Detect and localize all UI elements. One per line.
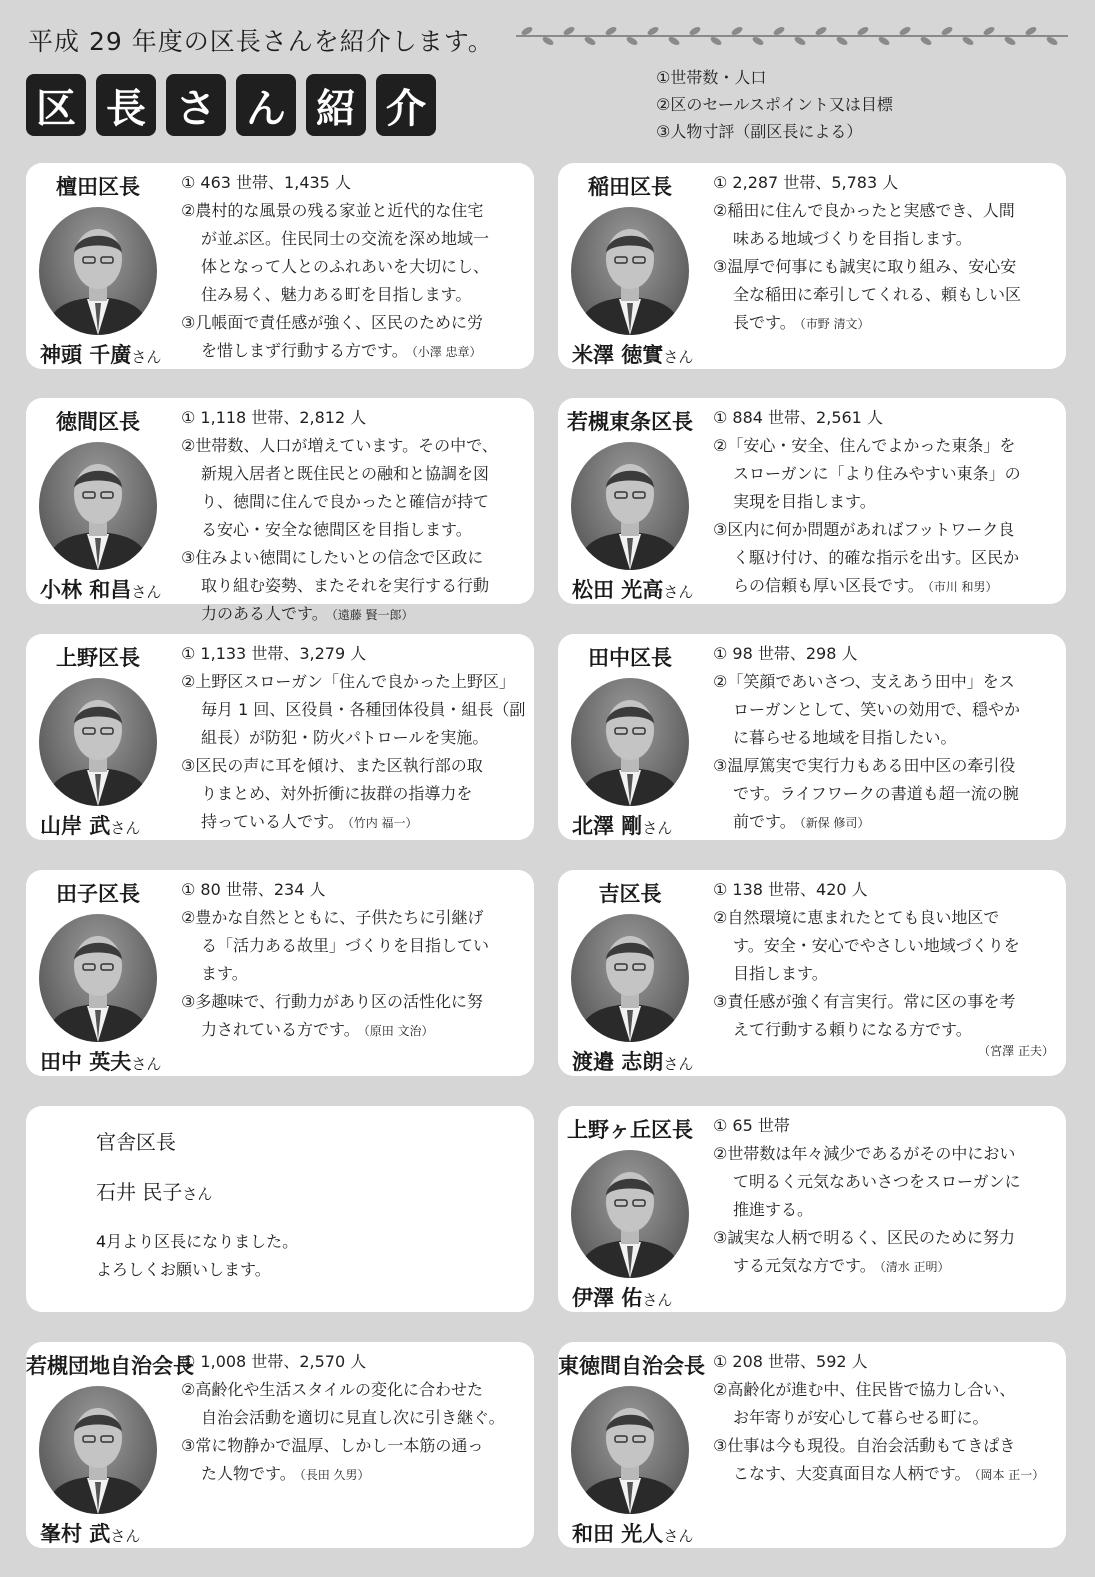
vine-leaf	[730, 25, 743, 36]
chief-name: 田中 英夫さん	[40, 1050, 162, 1074]
profile-line: ③温厚で何事にも誠実に取り組み、安心安	[713, 257, 1017, 276]
profile-text	[713, 1112, 1058, 1281]
profile-line: ① 98 世帯、298 人	[713, 644, 858, 663]
profile-line: ②高齢化や生活スタイルの変化に合わせた	[181, 1380, 484, 1399]
district-title: 檀田区長	[56, 175, 140, 199]
vine-leaf	[814, 25, 827, 36]
reviewer-name: （市野 清文）	[799, 317, 870, 331]
profile-line: 持っている人です。 （竹内 福一）	[201, 812, 418, 831]
profile-line: ① 2,287 世帯、5,783 人	[713, 173, 899, 192]
district-title: 上野ヶ丘区長	[567, 1118, 693, 1142]
district-title: 田子区長	[56, 882, 140, 906]
legend-item: ③人物寸評（副区長による）	[656, 122, 863, 141]
reviewer-name: （小澤 忠章）	[411, 345, 482, 359]
chief-photo	[39, 207, 157, 335]
profile-text	[713, 169, 1058, 338]
profile-line: お年寄りが安心して暮らせる町に。	[733, 1408, 989, 1427]
legend-item: ①世帯数・人口	[656, 68, 767, 87]
reviewer-name: （長田 久男）	[299, 1468, 370, 1482]
chief-photo	[39, 1386, 157, 1514]
chief-photo	[571, 678, 689, 806]
profile-line: ① 80 世帯、234 人	[181, 880, 326, 899]
page-title: 平成 29 年度の区長さんを紹介します。	[28, 27, 494, 56]
profile-line: 長です。 （市野 清文）	[733, 313, 870, 332]
chief-photo	[39, 914, 157, 1042]
profile-line: ③住みよい徳間にしたいとの信念で区政に	[181, 548, 484, 567]
profile-card	[558, 1106, 1066, 1312]
profile-text	[713, 404, 1058, 601]
vine-leaf	[1045, 35, 1058, 46]
reviewer-name: （清水 正明）	[879, 1260, 950, 1274]
chief-name: 和田 光人さん	[572, 1522, 694, 1546]
heading-blocks	[26, 74, 436, 136]
district-title: 上野区長	[56, 646, 140, 670]
profile-text	[181, 169, 526, 366]
profile-line: ③多趣味で、行動力があり区の活性化に努	[181, 992, 484, 1011]
legend-item: ②区のセールスポイント又は目標	[656, 95, 893, 114]
profile-card	[558, 1342, 1066, 1548]
profile-text	[181, 1348, 526, 1489]
profile-card	[558, 398, 1066, 604]
profile-line: スローガンに「より住みやすい東条」の	[733, 464, 1021, 483]
profile-card	[26, 1342, 534, 1548]
profile-line: ③仕事は今も現役。自治会活動もてきぱき	[713, 1436, 1016, 1455]
profile-card	[558, 163, 1066, 369]
profile-line: ②豊かな自然とともに、子供たちに引継げ	[181, 908, 484, 927]
reviewer-name: （岡本 正一）	[974, 1468, 1045, 1482]
chief-name: 北澤 剛さん	[572, 814, 673, 838]
profile-line: ローガンとして、笑いの効用で、穏やか	[733, 700, 1021, 719]
portrait-silhouette	[39, 1386, 157, 1514]
district-title: 若槻東条区長	[567, 410, 693, 434]
profile-line: ②農村的な風景の残る家並と近代的な住宅	[181, 201, 484, 220]
profile-line: らの信頼も厚い区長です。 （市川 和男）	[733, 576, 998, 595]
profile-line: ③責任感が強く有言実行。常に区の事を考	[713, 992, 1016, 1011]
profile-line: りまとめ、対外折衝に抜群の指導力を	[201, 784, 473, 803]
chief-photo	[571, 914, 689, 1042]
portrait-silhouette	[571, 207, 689, 335]
portrait-silhouette	[571, 1150, 689, 1278]
profile-line: ②「笑顔であいさつ、支えあう田中」をス	[713, 672, 1015, 691]
vine-leaf	[646, 25, 659, 36]
profile-line: 取り組む姿勢、またそれを実行する行動	[201, 576, 490, 595]
profile-line: えて行動する頼りになる方です。	[733, 1020, 972, 1039]
portrait-silhouette	[571, 914, 689, 1042]
profile-line: る安心・安全な徳間区を目指します。	[201, 520, 472, 539]
profile-card	[558, 634, 1066, 840]
chief-name: 小林 和昌さん	[40, 578, 162, 602]
profile-card	[558, 870, 1066, 1076]
profile-line: ②「安心・安全、住んでよかった東条」を	[713, 436, 1016, 455]
portrait-silhouette	[39, 914, 157, 1042]
profile-line: く駆け付け、的確な指示を出す。区民か	[733, 548, 1020, 567]
chief-note	[96, 1228, 298, 1284]
portrait-silhouette	[39, 207, 157, 335]
profile-line: 組長）が防犯・防火パトロールを実施。	[201, 728, 489, 747]
profile-line: ① 1,133 世帯、3,279 人	[181, 644, 367, 663]
chief-name: 渡邉 志朗さん	[572, 1050, 694, 1074]
profile-line: 自治会活動を適切に見直し次に引き継ぐ。	[201, 1408, 505, 1427]
profile-line: ③温厚篤実で実行力もある田中区の牽引役	[713, 756, 1016, 775]
heading-char: ん	[236, 74, 296, 136]
vine-leaf	[898, 25, 911, 36]
profile-text	[181, 876, 526, 1045]
profile-card	[26, 634, 534, 840]
vine-leaf	[688, 25, 701, 36]
profile-line: ① 208 世帯、592 人	[713, 1352, 868, 1371]
portrait-silhouette	[39, 442, 157, 570]
heading-char: さ	[166, 74, 226, 136]
profile-line: ① 884 世帯、2,561 人	[713, 408, 883, 427]
portrait-silhouette	[39, 678, 157, 806]
profile-line: ① 1,008 世帯、2,570 人	[181, 1352, 367, 1371]
profile-line: が並ぶ区。住民同士の交流を深め地域一	[201, 229, 490, 248]
profile-line: ③区内に何か問題があればフットワーク良	[713, 520, 1015, 539]
profile-line: 力されている方です。 （原田 文治）	[201, 1020, 434, 1039]
vine-leaf	[877, 35, 890, 46]
profile-line: に暮らせる地域を目指したい。	[733, 728, 957, 747]
profile-line: ②高齢化が進む中、住民皆で協力し合い、	[713, 1380, 1016, 1399]
vine-leaf	[1024, 25, 1037, 36]
profile-line: ③几帳面で責任感が強く、区民のために労	[181, 313, 484, 332]
district-title: 吉区長	[598, 882, 662, 906]
chief-name: 米澤 徳實さん	[572, 343, 694, 367]
profile-line: ②稲田に住んで良かったと実感でき、人間	[713, 201, 1015, 220]
profile-line: 全な稲田に牽引してくれる、頼もしい区	[733, 285, 1022, 304]
reviewer-name: （遠藤 賢一郎）	[331, 608, 414, 622]
profile-line: 新規入居者と既住民との融和と協調を図	[201, 464, 490, 483]
decorative-vine	[512, 24, 1072, 48]
note-line: 4月より区長になりました。	[96, 1232, 299, 1251]
profile-line: ③常に物静かで温厚、しかし一本筋の通っ	[181, 1436, 484, 1455]
profile-card	[26, 870, 534, 1076]
profile-line: ます。	[201, 964, 248, 983]
profile-line: ②世帯数、人口が増えています。その中で、	[181, 436, 498, 455]
vine-leaf	[961, 35, 974, 46]
district-title: 若槻団地自治会長	[26, 1354, 194, 1378]
district-title: 徳間区長	[56, 410, 140, 434]
portrait-silhouette	[571, 678, 689, 806]
profile-text	[181, 640, 526, 837]
profile-line: ③区民の声に耳を傾け、また区執行部の取	[181, 756, 483, 775]
chief-photo	[571, 1150, 689, 1278]
chief-photo	[39, 678, 157, 806]
vine-leaf	[772, 25, 785, 36]
vine-leaf	[562, 25, 575, 36]
note-line: よろしくお願いします。	[96, 1260, 271, 1279]
profile-line: 目指します。	[733, 964, 828, 983]
profile-line: る「活力ある故里」づくりを目指してい	[201, 936, 490, 955]
profile-line: ②世帯数は年々減少であるがその中におい	[713, 1144, 1016, 1163]
district-title: 東徳間自治会長	[558, 1354, 705, 1378]
legend	[656, 64, 893, 145]
profile-line: する元気な方です。 （清水 正明）	[733, 1256, 950, 1275]
profile-line: です。ライフワークの書道も超一流の腕	[733, 784, 1019, 803]
district-title: 田中区長	[588, 646, 672, 670]
profile-line: 実現を目指します。	[733, 492, 876, 511]
profile-line: 味ある地域づくりを目指します。	[733, 229, 972, 248]
chief-name: 山岸 武さん	[40, 814, 141, 838]
profile-card	[26, 398, 534, 623]
profile-line: ③誠実な人柄で明るく、区民のために努力	[713, 1228, 1016, 1247]
profile-line: 力のある人です。 （遠藤 賢一郎）	[201, 604, 414, 623]
chief-photo	[39, 442, 157, 570]
heading-char: 介	[376, 74, 436, 136]
profile-text	[713, 640, 1058, 837]
vine-leaf	[625, 35, 638, 46]
profile-line: 毎月 1 回、区役員・各種団体役員・組長（副	[201, 700, 526, 719]
heading-char: 紹	[306, 74, 366, 136]
reviewer-name: （竹内 福一）	[347, 816, 418, 830]
profile-text	[181, 404, 526, 629]
profile-line: こなす、大変真面目な人柄です。 （岡本 正一）	[733, 1464, 1045, 1483]
vine-leaf	[835, 35, 848, 46]
vine-leaf	[751, 35, 764, 46]
reviewer-name: （市川 和男）	[927, 580, 998, 594]
district-title: 稲田区長	[588, 175, 672, 199]
profile-line: 体となって人とのふれあいを大切にし、	[201, 257, 490, 276]
profile-line: ① 463 世帯、1,435 人	[181, 173, 351, 192]
profile-line: 住み易く、魅力ある町を目指します。	[201, 285, 472, 304]
chief-name: 峯村 武さん	[40, 1522, 141, 1546]
vine-leaf	[919, 35, 932, 46]
chief-photo	[571, 1386, 689, 1514]
chief-photo	[571, 207, 689, 335]
profile-line: ②自然環境に恵まれたとても良い地区で	[713, 908, 1000, 927]
profile-line: て明るく元気なあいさつをスローガンに	[733, 1172, 1021, 1191]
profile-line: 前です。 （新保 修司）	[733, 812, 870, 831]
vine-leaf	[793, 35, 806, 46]
vine-leaf	[541, 35, 554, 46]
vine-leaf	[982, 25, 995, 36]
reviewer-name: （原田 文治）	[363, 1024, 434, 1038]
profile-line: ① 65 世帯	[713, 1116, 790, 1135]
vine-leaf	[856, 25, 869, 36]
vine-leaf	[604, 25, 617, 36]
profile-card	[26, 163, 534, 369]
reviewer-name: （宮澤 正夫）	[978, 1044, 1054, 1058]
profile-line: す。安全・安心でやさしい地域づくりを	[733, 936, 1020, 955]
chief-name: 伊澤 佑さん	[572, 1286, 673, 1310]
heading-char: 長	[96, 74, 156, 136]
profile-text	[713, 1348, 1058, 1489]
profile-card-kansha	[26, 1106, 534, 1312]
chief-photo	[571, 442, 689, 570]
vine-leaf	[1003, 35, 1016, 46]
profile-line: ① 138 世帯、420 人	[713, 880, 868, 899]
district-title: 官舎区長	[96, 1130, 176, 1154]
chief-name: 石井 民子さん	[96, 1180, 213, 1204]
profile-line: ① 1,118 世帯、2,812 人	[181, 408, 367, 427]
profile-text	[713, 876, 1058, 1044]
chief-name: 神頭 千廣さん	[40, 343, 162, 367]
reviewer-name: （新保 修司）	[799, 816, 870, 830]
vine-leaf	[583, 35, 596, 46]
vine-leaf	[709, 35, 722, 46]
vine-leaf	[667, 35, 680, 46]
heading-char: 区	[26, 74, 86, 136]
chief-name: 松田 光高さん	[572, 578, 694, 602]
portrait-silhouette	[571, 442, 689, 570]
portrait-silhouette	[571, 1386, 689, 1514]
profile-line: ②上野区スローガン「住んで良かった上野区」	[181, 672, 516, 691]
vine-leaf	[940, 25, 953, 36]
profile-line: 推進する。	[733, 1200, 814, 1219]
profile-line: り、徳間に住んで良かったと確信が持て	[201, 492, 490, 511]
profile-line: を惜しまず行動する方です。 （小澤 忠章）	[201, 341, 482, 360]
vine-leaf	[520, 25, 533, 36]
profile-line: た人物です。 （長田 久男）	[201, 1464, 370, 1483]
